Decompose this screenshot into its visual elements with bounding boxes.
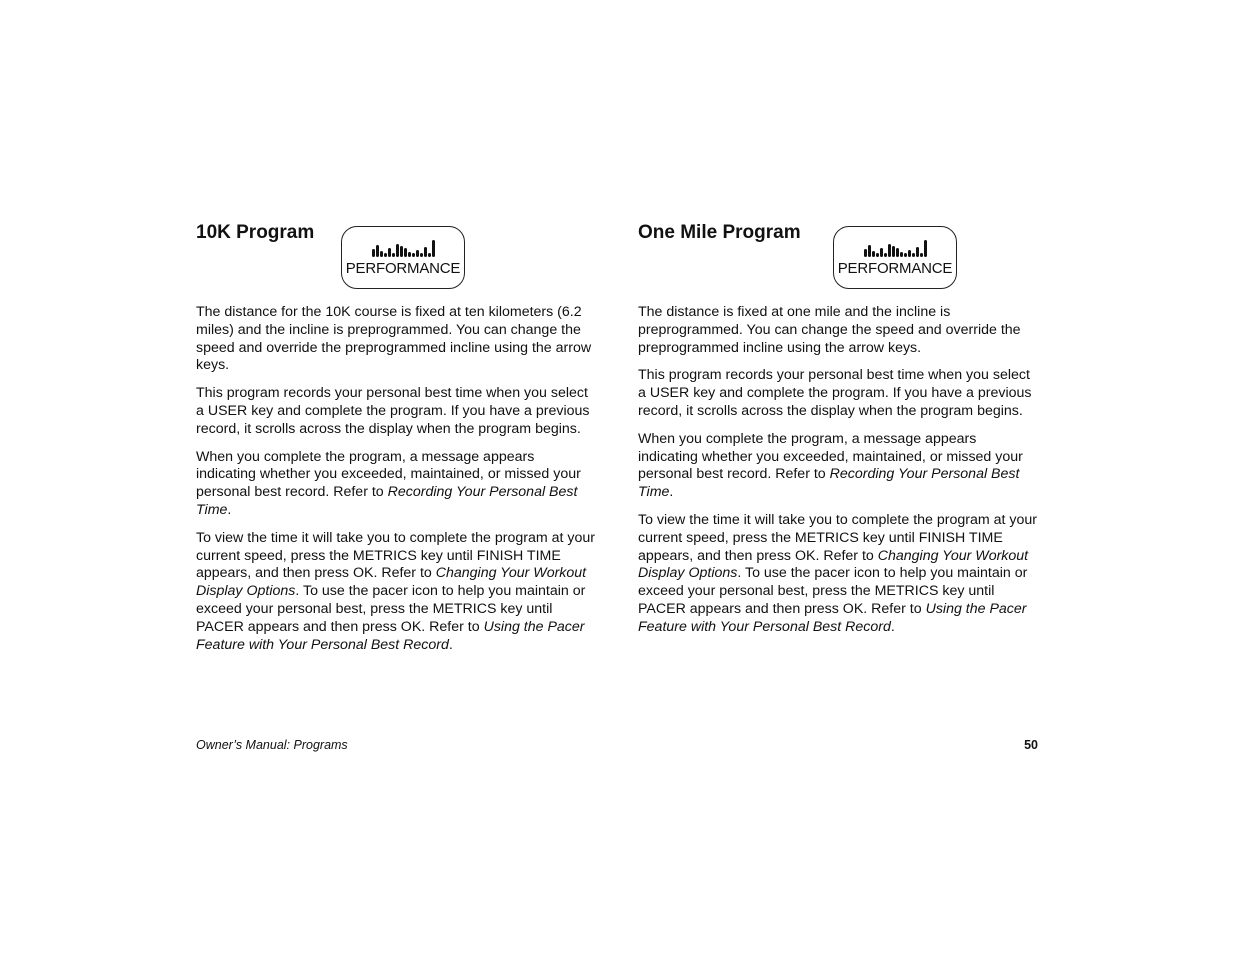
performance-bars-icon	[368, 237, 440, 257]
performance-bar	[408, 252, 411, 257]
cross-reference: Using the Pacer Feature with Your Personal Best Record	[638, 600, 1027, 635]
paragraph-text: .	[890, 618, 895, 635]
section-title: 10K Program	[196, 222, 315, 243]
performance-bar	[424, 247, 427, 257]
cross-reference: Recording Your Personal Best Time	[196, 484, 578, 518]
paragraph	[638, 512, 1038, 637]
performance-bar	[372, 249, 375, 257]
footer-title: Owner’s Manual: Programs	[196, 738, 348, 752]
badge-label: PERFORMANCE	[837, 260, 953, 277]
performance-bar	[872, 251, 875, 257]
paragraph-text: When you complete the program, a message appears indicating whether you exceeded, maintained, or missed your personal best record. Refer to	[196, 448, 581, 501]
performance-bar	[428, 253, 431, 257]
paragraph	[638, 431, 1038, 502]
performance-bar	[888, 244, 891, 257]
performance-bar	[920, 253, 923, 257]
paragraph-text: When you complete the program, a message appears indicating whether you exceeded, maintained, or missed your personal best record. Refer to	[638, 430, 1023, 483]
performance-bar	[916, 247, 919, 257]
performance-bar	[880, 248, 883, 257]
paragraph-text: To view the time it will take you to complete the program at your current speed, press the METRICS key until FINISH TIME appears, and then press OK. Refer to	[638, 511, 1038, 564]
performance-bar	[400, 246, 403, 257]
section-header	[638, 222, 1038, 292]
paragraph: The distance is fixed at one mile and the incline is preprogrammed. You can change the speed and override the preprogrammed incline using the arrow keys.	[638, 304, 1021, 356]
section-body	[638, 304, 1038, 637]
performance-bar	[900, 252, 903, 257]
performance-bar	[868, 245, 871, 257]
paragraph-text: To view the time it will take you to complete the program at your current speed, press the METRICS key until FINISH TIME appears, and then press OK. Refer to	[196, 529, 596, 582]
badge-label: PERFORMANCE	[345, 260, 461, 277]
paragraph: This program records your personal best time when you select a USER key and complete the program. If you have a previous record, it scrolls across the display when the program begins.	[196, 385, 590, 437]
performance-bar	[384, 253, 387, 257]
performance-bar	[924, 240, 927, 257]
performance-bar	[908, 250, 911, 257]
performance-bar	[884, 253, 887, 257]
performance-badge	[833, 226, 957, 289]
paragraph-text: .	[227, 501, 232, 518]
performance-bar	[896, 248, 899, 257]
performance-bar	[864, 249, 867, 257]
performance-bar	[380, 251, 383, 257]
paragraph-text: .	[448, 636, 453, 653]
cross-reference: Recording Your Personal Best Time	[638, 466, 1020, 501]
performance-bar	[876, 253, 879, 257]
page-number: 50	[1024, 738, 1038, 752]
cross-reference: Using the Pacer Feature with Your Personal Best Record	[196, 618, 585, 653]
section-10k-program	[196, 222, 596, 664]
performance-bar	[416, 250, 419, 257]
paragraph-text: . To use the pacer icon to help you maintain or exceed your personal best, press the METRICS key until PACER appears and then press OK. Refer to	[638, 565, 1028, 617]
section-title: One Mile Program	[638, 222, 801, 243]
performance-bar	[404, 248, 407, 257]
performance-bar	[420, 253, 423, 257]
performance-bar	[904, 253, 907, 257]
performance-bar	[392, 253, 395, 257]
section-one-mile-program	[638, 222, 1038, 647]
section-header	[196, 222, 596, 292]
performance-bar	[388, 248, 391, 257]
performance-bar	[376, 245, 379, 257]
paragraph	[196, 449, 596, 520]
performance-bar	[892, 246, 895, 257]
cross-reference: Changing Your Workout Display Options	[196, 565, 587, 600]
section-body	[196, 304, 596, 654]
performance-bars-icon	[860, 237, 932, 257]
performance-bar	[396, 244, 399, 257]
paragraph: This program records your personal best time when you select a USER key and complete the program. If you have a previous record, it scrolls across the display when the program begins.	[638, 367, 1032, 419]
performance-bar	[912, 253, 915, 257]
paragraph-text: .	[669, 484, 674, 501]
performance-bar	[432, 240, 435, 257]
paragraph: The distance for the 10K course is fixed at ten kilometers (6.2 miles) and the incline is preprogrammed. You can change the speed and override the preprogrammed incline using the arrow keys.	[196, 304, 592, 374]
performance-badge	[341, 226, 465, 289]
cross-reference: Changing Your Workout Display Options	[638, 547, 1029, 582]
performance-bar	[412, 253, 415, 257]
paragraph	[196, 530, 596, 655]
paragraph-text: . To use the pacer icon to help you maintain or exceed your personal best, press the METRICS key until PACER appears and then press OK. Refer to	[196, 583, 586, 635]
